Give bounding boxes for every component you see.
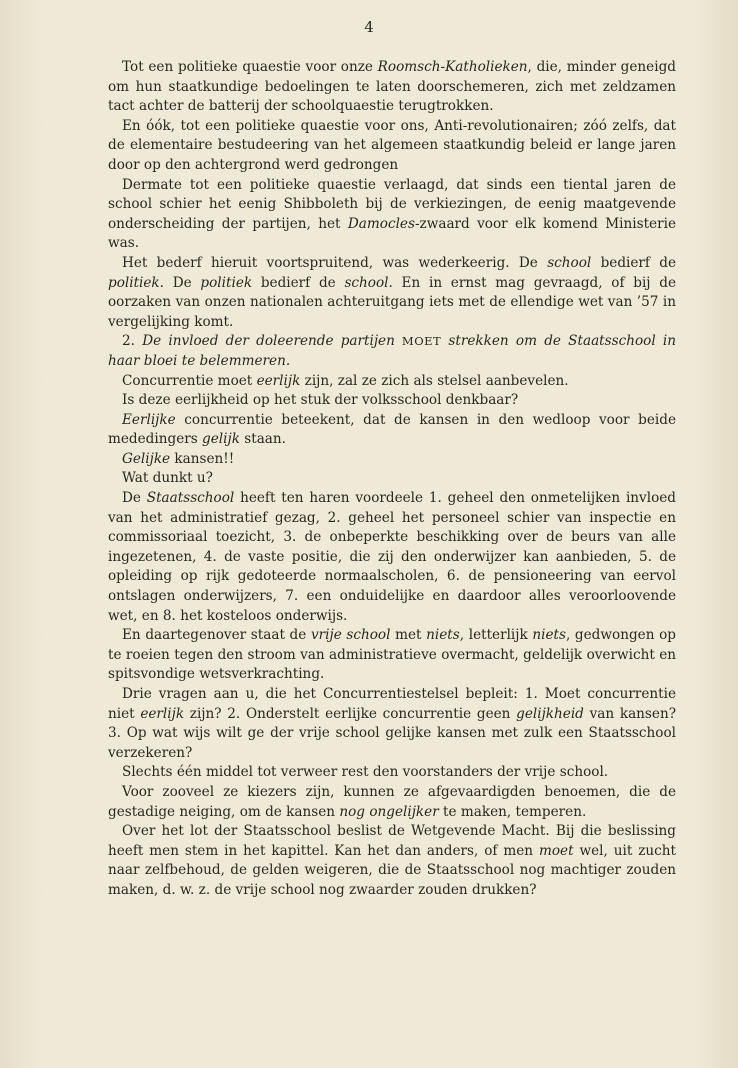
italic-text: strekken om de Staatsschool in haar bloei te belemmeren. (108, 333, 676, 369)
paragraph (108, 117, 676, 176)
text-run: Wat dunkt u? (122, 470, 213, 487)
italic-text: nog ongelijker (339, 803, 439, 820)
paragraph (108, 58, 676, 117)
text-run: bedierf de (252, 274, 345, 291)
small-caps-text: MOET (394, 334, 442, 349)
paragraph (108, 469, 676, 489)
text-run: Voor zooveel ze kiezers zijn, kunnen ze afgevaardigden benoemen, die de gestadige neiging, om de kansen (108, 783, 676, 820)
text-run: Over het lot der Staatsschool beslist de Wetgevende Macht. Bij die beslissing heeft men stem in het kapittel. Kan het dan anders, of men (108, 823, 676, 859)
text-run: Drie vragen aan u, die het Concurrentiestelsel bepleit: 1. Moet concurrentie niet (108, 686, 676, 722)
italic-text: eerlijk (140, 705, 185, 722)
text-run: , die, minder geneigd om hun staatkundige bedoelingen te laten doorschemeren, zich met zeldzamen tact achter de batterij der schoolquaestie terugtrokken. (108, 59, 676, 115)
text-run: kansen!! (170, 450, 235, 467)
text-run: zijn? 2. Onderstelt eerlijke concurrentie geen (184, 705, 517, 722)
italic-text: vrije school (310, 627, 391, 644)
paragraph (108, 783, 676, 822)
paragraph (108, 411, 676, 450)
text-run: , letterlijk (459, 627, 533, 644)
text-run: zijn, zal ze zich als stelsel aanbevelen. (300, 372, 569, 389)
italic-text: politiek. (108, 274, 164, 291)
text-run: wel, uit zucht naar zelfbehoud, de gelden weigeren, die de Staatsschool nog machtiger zouden maken, d. w. z. de vrije school nog zwaarder zouden drukken? (108, 842, 676, 898)
italic-text: school (547, 254, 592, 271)
paragraph (108, 685, 676, 763)
text-run: heeft ten haren voordeele 1. geheel den onmetelijken invloed van het administratief gezag, 2. geheel het personeel schier van inspectie en commissoriaal toezicht, 3. de onbeperkte beschikking over de beurs van alle ingezetenen, 4. de vaste positie, die zij den onderwijzer kan aanbieden, 5. de opleiding op rijk gedoteerde normaalscholen, 6. de pensioneering van eervol ontslagen onderwijzers, 7. een onduidelijke en daardoor alles veroorloovende wet, en 8. het kosteloos onderwijs. (108, 490, 676, 624)
italic-text: Damocles (347, 215, 415, 232)
text-run: En daartegenover staat de (122, 627, 311, 644)
italic-text: gelijk (202, 431, 240, 448)
italic-text: niets (426, 627, 460, 644)
text-run: Dermate tot een politieke quaestie verlaagd, dat sinds een tiental jaren de school schier het eenig Shibboleth bij de verkiezingen, de eenig maatgevende onderscheiding der partijen, het (108, 176, 676, 232)
paragraph (108, 391, 676, 411)
text-run: bedierf de (591, 254, 677, 271)
paragraph (108, 372, 676, 392)
text-run: te maken, temperen. (438, 803, 587, 820)
text-run: -zwaard voor elk komend Ministerie was. (108, 215, 676, 252)
italic-text: politiek (200, 274, 253, 291)
italic-text: Gelijke (122, 450, 171, 467)
text-run: En in ernst mag gevraagd, of bij de oorzaken van onzen nationalen achteruitgang iets met de ellendige wet van ’57 in vergelijking komt. (108, 274, 676, 330)
paragraph (108, 489, 676, 626)
italic-text: De invloed der doleerende partijen (142, 333, 395, 350)
italic-text: Staatsschool (146, 490, 235, 507)
italic-text: Eerlijke (122, 411, 176, 428)
text-run: staan. (239, 431, 286, 448)
text-run: met (390, 627, 427, 644)
paragraph (108, 763, 676, 783)
text-run: En óók, tot een politieke quaestie voor ons, Anti-revolutionairen; zóó zelfs, dat de elementaire bestudeering van het algemeen staatkundig beleid er lange jaren door op den achtergrond werd gedrongen (108, 117, 676, 173)
body-text (108, 58, 676, 901)
text-run: Is deze eerlijkheid op het stuk der volksschool denkbaar? (122, 392, 519, 409)
paragraph (108, 450, 676, 470)
italic-text: eerlijk (256, 372, 301, 389)
italic-text: Roomsch-Katholieken (377, 59, 528, 75)
paragraph (108, 332, 676, 371)
italic-text: school. (344, 274, 393, 291)
paragraph (108, 176, 676, 254)
text-run: De (164, 274, 201, 291)
text-run: van kansen? 3. Op wat wijs wilt ge der vrije school gelijke kansen met zulk een Staatsschool verzekeren? (108, 705, 676, 761)
text-run: , gedwongen op te roeien tegen den stroom van administratieve overmacht, geldelijk overwicht en spitsvondige wetsverkrachting. (108, 627, 676, 683)
paragraph (108, 626, 676, 685)
paragraph (108, 822, 676, 900)
text-run: 2. (122, 333, 143, 350)
italic-text: moet (538, 842, 574, 859)
text-run: Het bederf hieruit voortspruitend, was wederkeerig. De (122, 254, 548, 271)
italic-text: niets (532, 627, 566, 644)
italic-text: gelijkheid (516, 705, 584, 722)
page-number: 4 (364, 18, 374, 36)
text-run: Slechts één middel tot verweer rest den voorstanders der vrije school. (122, 764, 609, 781)
text-run: concurrentie beteekent, dat de kansen in den wedloop voor beide mededingers (108, 411, 676, 448)
text-run: Tot een politieke quaestie voor onze (122, 59, 378, 75)
text-run: Concurrentie moet (122, 372, 257, 389)
text-run: De (122, 490, 147, 507)
paragraph (108, 254, 676, 332)
